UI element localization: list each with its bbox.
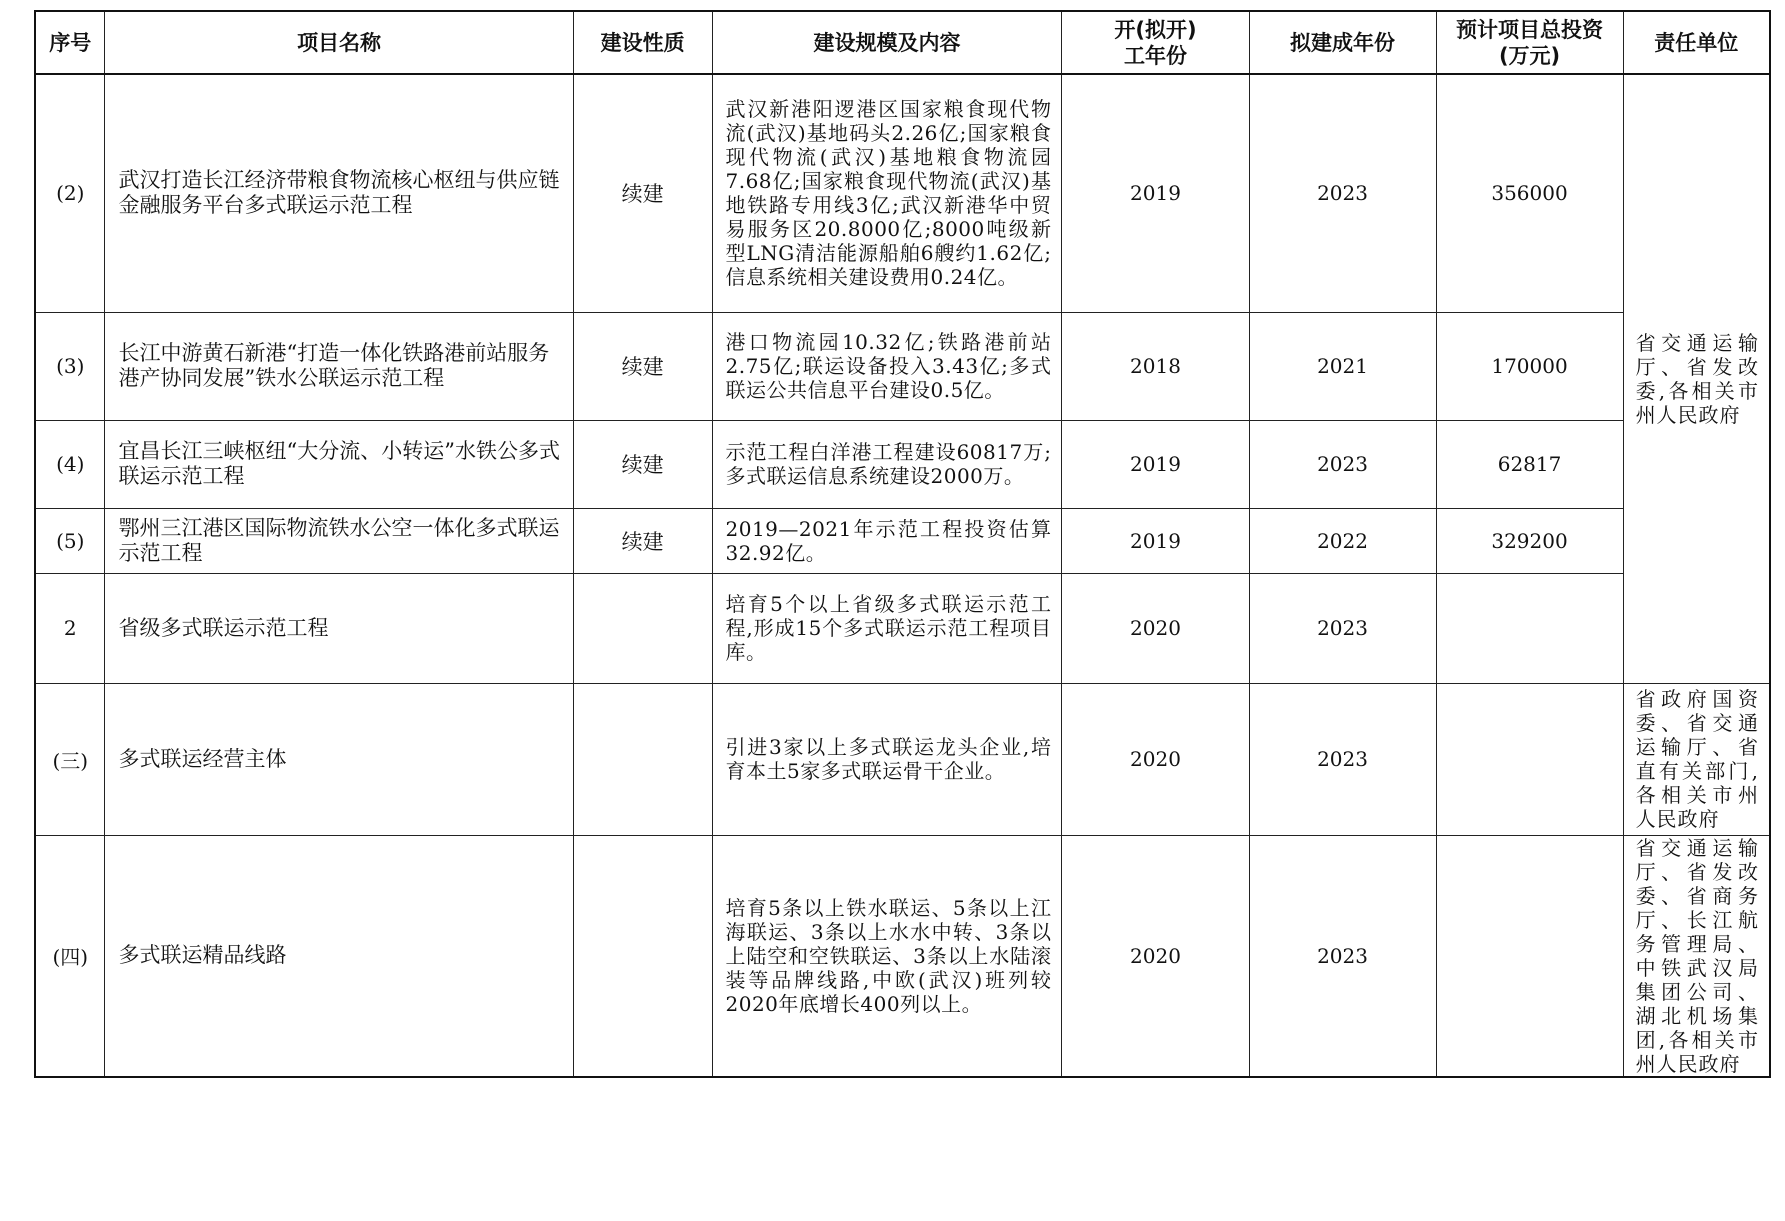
cell-nature: 续建 [573, 420, 712, 508]
cell-start-year: 2018 [1062, 312, 1249, 420]
cell-name: 鄂州三江港区国际物流铁水公空一体化多式联运示范工程 [105, 508, 573, 573]
cell-nature [573, 573, 712, 683]
header-content: 建设规模及内容 [712, 11, 1062, 74]
header-invest-line1: 预计项目总投资 [1456, 17, 1604, 42]
cell-finish-year: 2023 [1249, 835, 1436, 1077]
cell-start-year: 2020 [1062, 573, 1249, 683]
cell-seq: (三) [35, 683, 105, 835]
cell-content: 示范工程白洋港工程建设60817万;多式联运信息系统建设2000万。 [712, 420, 1062, 508]
cell-content: 引进3家以上多式联运龙头企业,培育本土5家多式联运骨干企业。 [712, 683, 1062, 835]
cell-unit: 省政府国资委、省交通运输厅、省直有关部门,各相关市州人民政府 [1623, 683, 1770, 835]
header-unit: 责任单位 [1623, 11, 1770, 74]
cell-investment: 356000 [1436, 74, 1623, 312]
cell-nature: 续建 [573, 74, 712, 312]
table-row [35, 312, 1770, 420]
cell-name: 长江中游黄石新港“打造一体化铁路港前站服务港产协同发展”铁水公联运示范工程 [105, 312, 573, 420]
cell-unit: 省交通运输厅、省发改委、省商务厅、长江航务管理局、中铁武汉局集团公司、湖北机场集团,各相关市州人民政府 [1623, 835, 1770, 1077]
cell-seq: (3) [35, 312, 105, 420]
header-row [35, 11, 1770, 74]
table-row [35, 683, 1770, 835]
cell-seq: (5) [35, 508, 105, 573]
cell-investment: 170000 [1436, 312, 1623, 420]
cell-investment [1436, 835, 1623, 1077]
table-row [35, 420, 1770, 508]
cell-investment [1436, 573, 1623, 683]
table-row [35, 74, 1770, 312]
cell-start-year: 2020 [1062, 835, 1249, 1077]
cell-unit-merged: 省交通运输厅、省发改委,各相关市州人民政府 [1623, 74, 1770, 683]
cell-nature: 续建 [573, 312, 712, 420]
header-invest-line2: (万元) [1498, 43, 1561, 68]
cell-nature [573, 683, 712, 835]
cell-finish-year: 2023 [1249, 573, 1436, 683]
cell-start-year: 2019 [1062, 74, 1249, 312]
table-row [35, 508, 1770, 573]
cell-seq: (2) [35, 74, 105, 312]
cell-finish-year: 2022 [1249, 508, 1436, 573]
cell-seq: (四) [35, 835, 105, 1077]
cell-content: 培育5个以上省级多式联运示范工程,形成15个多式联运示范工程项目库。 [712, 573, 1062, 683]
header-start-line2: 工年份 [1123, 43, 1187, 68]
cell-nature: 续建 [573, 508, 712, 573]
cell-seq: 2 [35, 573, 105, 683]
header-start-line1: 开(拟开) [1114, 17, 1197, 42]
cell-content: 培育5条以上铁水联运、5条以上江海联运、3条以上水水中转、3条以上陆空和空铁联运、3条以上水陆滚装等品牌线路,中欧(武汉)班列较2020年底增长400列以上。 [712, 835, 1062, 1077]
header-start-year [1062, 11, 1249, 74]
header-name: 项目名称 [105, 11, 573, 74]
cell-start-year: 2019 [1062, 420, 1249, 508]
cell-nature [573, 835, 712, 1077]
cell-investment: 329200 [1436, 508, 1623, 573]
cell-content: 港口物流园10.32亿;铁路港前站2.75亿;联运设备投入3.43亿;多式联运公共信息平台建设0.5亿。 [712, 312, 1062, 420]
cell-name: 武汉打造长江经济带粮食物流核心枢纽与供应链金融服务平台多式联运示范工程 [105, 74, 573, 312]
cell-seq: (4) [35, 420, 105, 508]
cell-investment [1436, 683, 1623, 835]
cell-finish-year: 2023 [1249, 420, 1436, 508]
header-investment [1436, 11, 1623, 74]
cell-name: 多式联运经营主体 [105, 683, 573, 835]
cell-finish-year: 2023 [1249, 683, 1436, 835]
cell-finish-year: 2023 [1249, 74, 1436, 312]
cell-name: 宜昌长江三峡枢纽“大分流、小转运”水铁公多式联运示范工程 [105, 420, 573, 508]
header-finish-year: 拟建成年份 [1249, 11, 1436, 74]
cell-name: 多式联运精品线路 [105, 835, 573, 1077]
project-table [34, 10, 1771, 1078]
cell-start-year: 2019 [1062, 508, 1249, 573]
header-seq: 序号 [35, 11, 105, 74]
table-row [35, 835, 1770, 1077]
cell-name: 省级多式联运示范工程 [105, 573, 573, 683]
cell-content: 武汉新港阳逻港区国家粮食现代物流(武汉)基地码头2.26亿;国家粮食现代物流(武汉)基地粮食物流园7.68亿;国家粮食现代物流(武汉)基地铁路专用线3亿;武汉新港华中贸易服务区20.8000亿;8000吨级新型LNG清洁能源船舶6艘约1.62亿;信息系统相关建设费用0.24亿。 [712, 74, 1062, 312]
header-nature: 建设性质 [573, 11, 712, 74]
cell-investment: 62817 [1436, 420, 1623, 508]
cell-content: 2019—2021年示范工程投资估算32.92亿。 [712, 508, 1062, 573]
cell-start-year: 2020 [1062, 683, 1249, 835]
table-row [35, 573, 1770, 683]
cell-finish-year: 2021 [1249, 312, 1436, 420]
